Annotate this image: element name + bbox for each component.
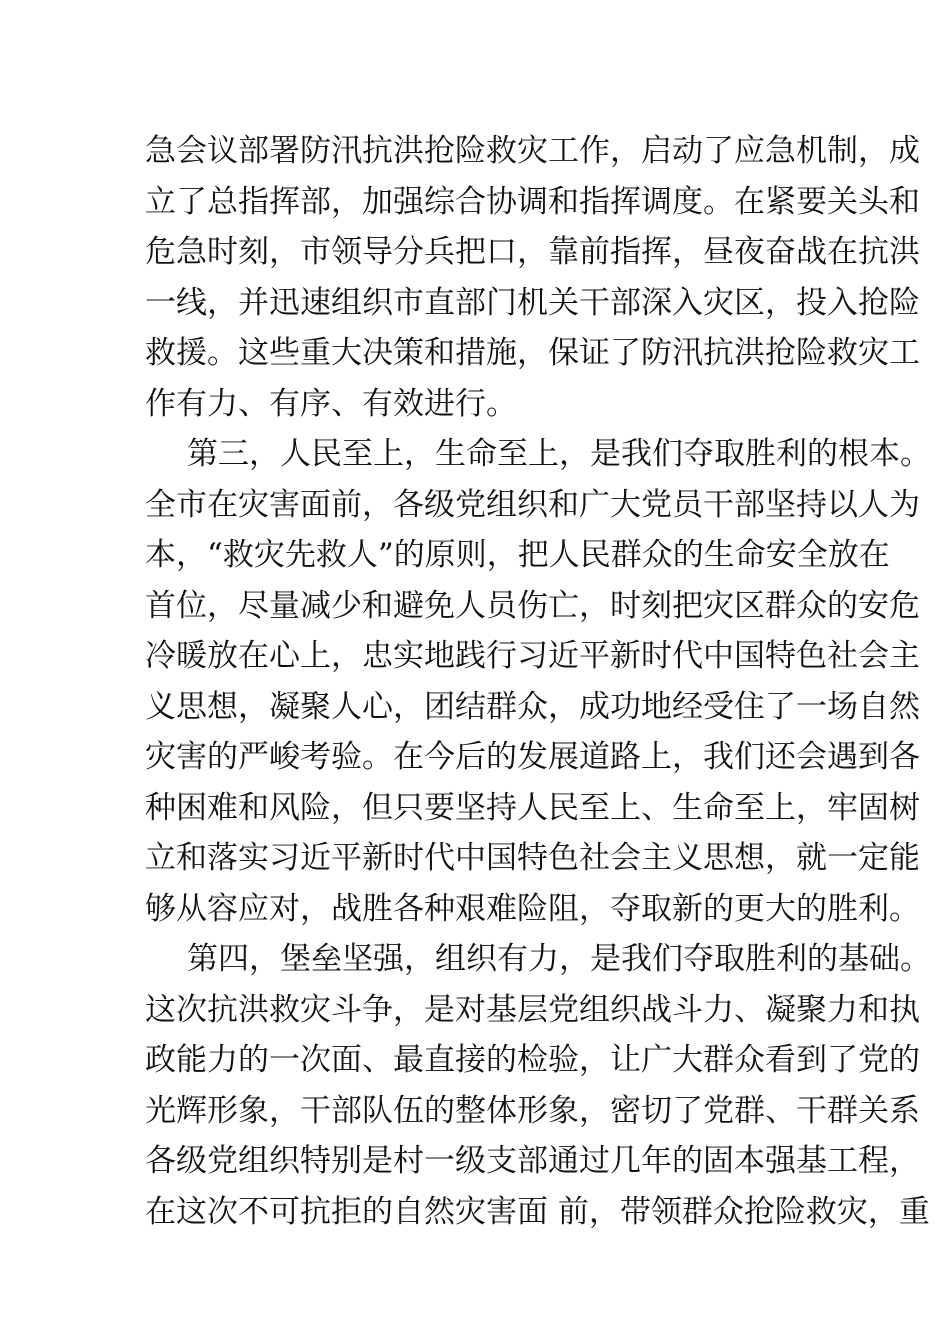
text-line: 灾害的严峻考验。在今后的发展道路上，我们还会遇到各: [145, 739, 920, 775]
text-line: 义思想，凝聚人心，团结群众，成功地经受住了一场自然: [145, 688, 920, 725]
document-body: [145, 126, 931, 1237]
text-line: 立和落实习近平新时代中国特色社会主义思想，就一定能: [145, 840, 920, 876]
text-line: 危急时刻，市领导分兵把口，靠前指挥，昼夜奋战在抗洪: [145, 234, 920, 270]
text-line: 第三，人民至上，生命至上，是我们夺取胜利的根本。: [187, 436, 931, 472]
text-line: 各级党组织特别是村一级支部通过几年的固本强基工程，: [145, 1143, 920, 1179]
text-line: 作有力、有序、有效进行。: [145, 385, 517, 422]
text-line: 种困难和风险，但只要坚持人民至上、生命至上，牢固树: [145, 789, 920, 826]
text-line: 冷暖放在心上，忠实地践行习近平新时代中国特色社会主: [145, 638, 920, 674]
text-line: 政能力的一次面、最直接的检验，让广大群众看到了党的: [145, 1042, 920, 1078]
text-line: 全市在灾害面前，各级党组织和广大党员干部坚持以人为: [145, 486, 920, 523]
text-line: 一线，并迅速组织市直部门机关干部深入灾区，投入抢险: [145, 284, 920, 321]
text-line: 第四，堡垒坚强，组织有力，是我们夺取胜利的基础。: [187, 941, 931, 977]
text-line: 够从容应对，战胜各种艰难险阻，夺取新的更大的胜利。: [145, 890, 920, 927]
text-line: 在这次不可抗拒的自然灾害面 前，带领群众抢险救灾，重: [145, 1193, 930, 1230]
text-line: 光辉形象，干部队伍的整体形象，密切了党群、干群关系: [145, 1092, 920, 1129]
text-line: 急会议部署防汛抗洪抢险救灾工作，启动了应急机制，成: [145, 133, 920, 169]
text-line: 救援。这些重大决策和措施，保证了防汛抗洪抢险救灾工: [145, 335, 920, 371]
text-line: 本，“救灾先救人”的原则，把人民群众的生命安全放在: [145, 537, 890, 573]
text-line: 这次抗洪救灾斗争，是对基层党组织战斗力、凝聚力和执: [145, 991, 920, 1028]
text-line: 立了总指挥部，加强综合协调和指挥调度。在紧要关头和: [145, 183, 920, 220]
text-line: 首位，尽量减少和避免人员伤亡，时刻把灾区群众的安危: [145, 587, 920, 624]
